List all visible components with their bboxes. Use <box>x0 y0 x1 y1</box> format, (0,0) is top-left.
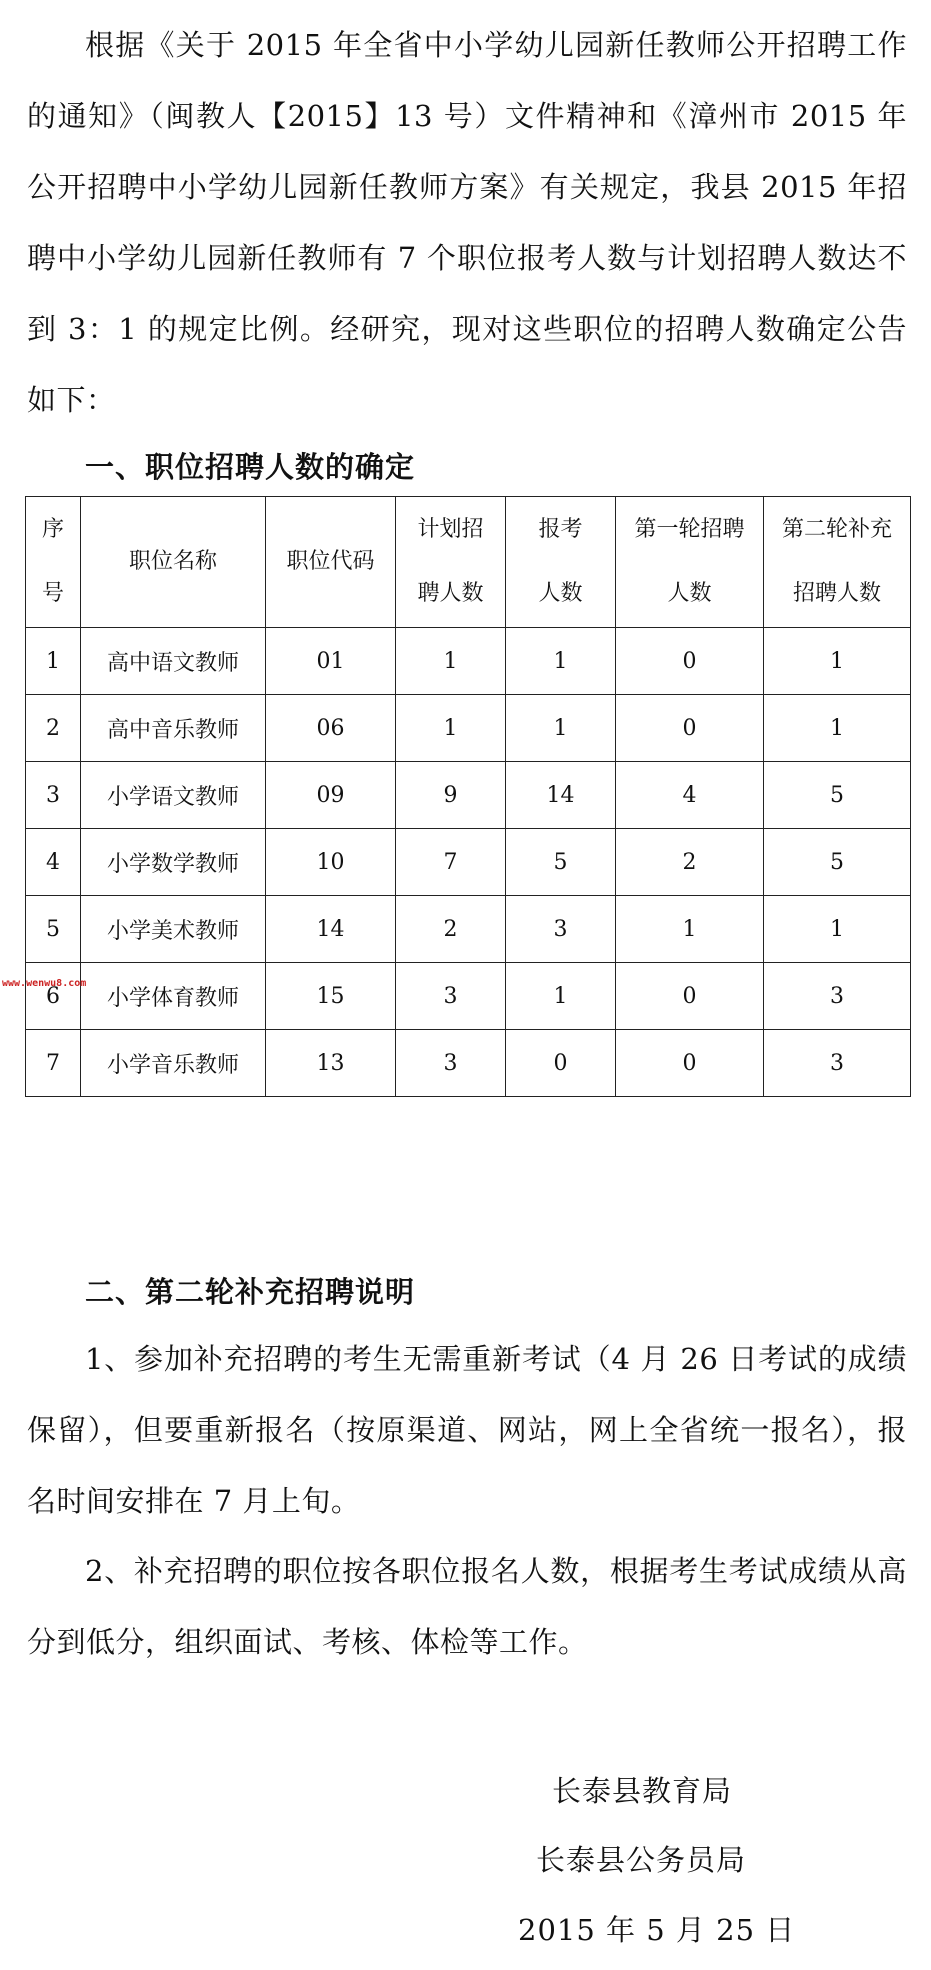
table-cell: 4 <box>616 762 764 829</box>
table-header-row <box>26 497 911 628</box>
table-cell: 高中音乐教师 <box>81 695 266 762</box>
table-cell: 2 <box>396 896 506 963</box>
table-cell: 0 <box>616 628 764 695</box>
table-cell: 01 <box>266 628 396 695</box>
table-cell: 3 <box>396 1030 506 1097</box>
table-cell: 13 <box>266 1030 396 1097</box>
table-row <box>26 963 911 1030</box>
table-header-text: 人数 <box>667 581 712 606</box>
table-cell: 3 <box>764 1030 911 1097</box>
table-cell: 14 <box>506 762 616 829</box>
table-header-cell <box>616 497 764 628</box>
table-cell: 小学语文教师 <box>81 762 266 829</box>
table-cell: 1 <box>506 695 616 762</box>
table-cell: 0 <box>616 963 764 1030</box>
table-cell: 1 <box>396 695 506 762</box>
table-cell: 3 <box>26 762 81 829</box>
recruitment-table <box>25 496 911 1097</box>
table-header-text: 第一轮招聘 <box>634 517 745 542</box>
table-cell: 0 <box>616 1030 764 1097</box>
table-row <box>26 628 911 695</box>
signature-org2: 长泰县公务员局 <box>536 1843 747 1877</box>
table-cell: 14 <box>266 896 396 963</box>
table-cell: 4 <box>26 829 81 896</box>
table-header-text: 职位代码 <box>286 549 375 574</box>
table-cell: 0 <box>506 1030 616 1097</box>
table-cell: 1 <box>764 896 911 963</box>
table-cell: 小学体育教师 <box>81 963 266 1030</box>
table-header-text: 聘人数 <box>417 581 484 606</box>
table-row <box>26 896 911 963</box>
table-header-cell <box>81 497 266 628</box>
table-cell: 3 <box>506 896 616 963</box>
table-header-text: 号 <box>41 581 64 606</box>
table-row <box>26 762 911 829</box>
table-cell: 3 <box>396 963 506 1030</box>
table-cell: 小学美术教师 <box>81 896 266 963</box>
table-cell: 15 <box>266 963 396 1030</box>
table-header-text: 人数 <box>538 581 583 606</box>
table-cell: 3 <box>764 963 911 1030</box>
table-header-cell <box>26 497 81 628</box>
table-cell: 1 <box>764 695 911 762</box>
item2-paragraph: 2、补充招聘的职位按各职位报名人数，根据考生考试成绩从高分到低分，组织面试、考核、体检等工作。 <box>27 1554 907 1659</box>
table-row <box>26 1030 911 1097</box>
table-header-text: 报考 <box>538 517 583 542</box>
watermark: www.wenwu8.com <box>2 978 87 989</box>
table-cell: 6 <box>26 963 81 1030</box>
table-header-text: 招聘人数 <box>792 581 881 606</box>
table-cell: 1 <box>506 628 616 695</box>
table-header-text: 序 <box>41 517 64 542</box>
table-body <box>26 628 911 1097</box>
table-cell: 1 <box>764 628 911 695</box>
section1-heading: 一、职位招聘人数的确定 <box>85 450 416 484</box>
table-cell: 2 <box>616 829 764 896</box>
table-cell: 5 <box>506 829 616 896</box>
signature-org1: 长泰县教育局 <box>552 1774 733 1808</box>
table-header-cell <box>506 497 616 628</box>
item1-paragraph: 1、参加补充招聘的考生无需重新考试（4 月 26 日考试的成绩保留），但要重新报名（按原渠道、网站，网上全省统一报名），报名时间安排在 7 月上旬。 <box>27 1342 907 1518</box>
signature-date: 2015 年 5 月 25 日 <box>518 1913 796 1947</box>
table-cell: 06 <box>266 695 396 762</box>
table-cell: 0 <box>616 695 764 762</box>
table-cell: 9 <box>396 762 506 829</box>
table-cell: 5 <box>764 829 911 896</box>
table-cell: 5 <box>764 762 911 829</box>
table-cell: 1 <box>396 628 506 695</box>
table-cell: 10 <box>266 829 396 896</box>
table-cell: 7 <box>396 829 506 896</box>
table-header-text: 职位名称 <box>128 549 217 574</box>
table-row <box>26 695 911 762</box>
table-cell: 09 <box>266 762 396 829</box>
table-cell: 7 <box>26 1030 81 1097</box>
table-cell: 2 <box>26 695 81 762</box>
table-cell: 小学数学教师 <box>81 829 266 896</box>
table-cell: 1 <box>26 628 81 695</box>
table-cell: 1 <box>506 963 616 1030</box>
table-header-text: 第二轮补充 <box>781 517 892 542</box>
table-header-cell <box>266 497 396 628</box>
table-cell: 5 <box>26 896 81 963</box>
table-cell: 小学音乐教师 <box>81 1030 266 1097</box>
table-header-cell <box>764 497 911 628</box>
table-cell: 1 <box>616 896 764 963</box>
table-header-text: 计划招 <box>417 517 484 542</box>
section2-heading: 二、第二轮补充招聘说明 <box>85 1275 416 1309</box>
table-row <box>26 829 911 896</box>
intro-paragraph: 根据《关于 2015 年全省中小学幼儿园新任教师公开招聘工作的通知》（闽教人【2015】13 号）文件精神和《漳州市 2015 年公开招聘中小学幼儿园新任教师方案》有关规定，我县 2015 年招聘中小学幼儿园新任教师有 7 个职位报考人数与计划招聘人数达不到 3：1 的规定比例。经研究，现对这些职位的招聘人数确定公告如下： <box>27 28 907 417</box>
table-header-cell <box>396 497 506 628</box>
table-cell: 高中语文教师 <box>81 628 266 695</box>
